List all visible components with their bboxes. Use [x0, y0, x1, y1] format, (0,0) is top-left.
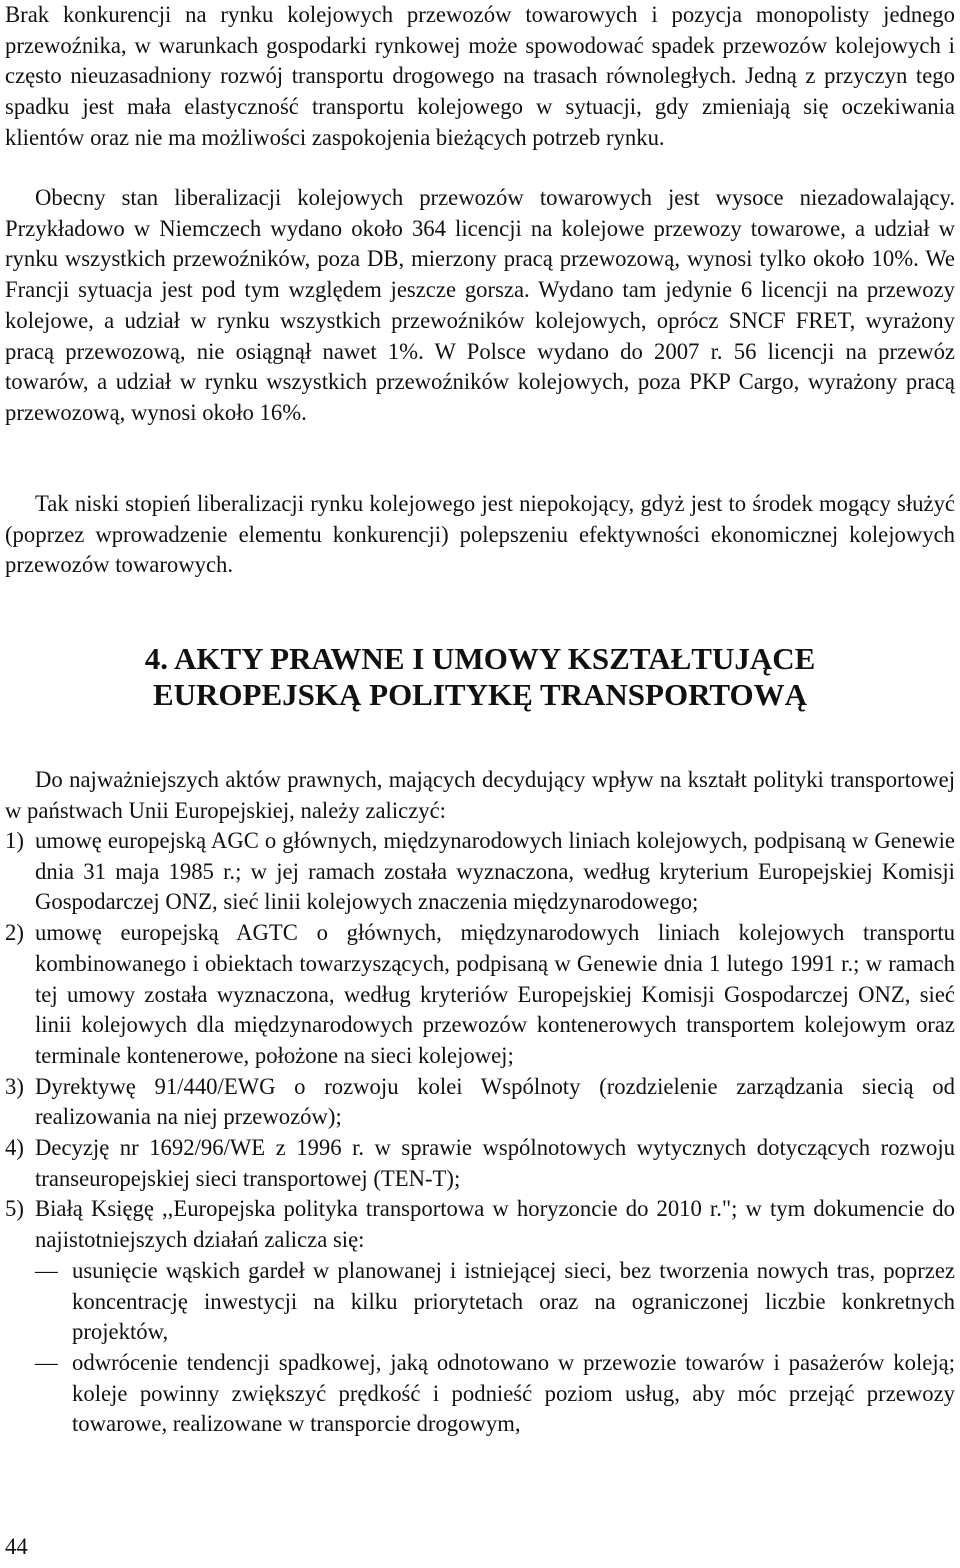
list-item — [5, 1194, 955, 1440]
legal-acts-list — [5, 826, 955, 1440]
dash-bullet: — — [35, 1257, 58, 1283]
dash-bullet: — — [35, 1349, 58, 1375]
list-item — [5, 1072, 955, 1133]
dash-list-item-text: usunięcie wąskich gardeł w planowanej i istniejącej sieci, bez tworzenia nowych tras, poprzez koncentrację inwestycji na kilku priorytetach oraz na ograniczonej liczbie konkretnych projektów, — [72, 1257, 955, 1345]
chapter-heading-line-1: 4. AKTY PRAWNE I UMOWY KSZTAŁTUJĄCE — [144, 641, 816, 676]
list-item-number: 4) — [5, 1135, 24, 1161]
list-item — [5, 1133, 955, 1194]
paragraph-conclusion: Tak niski stopień liberalizacji rynku kolejowego jest niepokojący, gdyż jest to środek mogący służyć (poprzez wprowadzenie elementu konkurencji) polepszeniu efektywności ekonomicznej kolejowych przewozów towarowych. — [5, 491, 955, 578]
page-number: 44 — [5, 1534, 28, 1559]
list-item-number: 5) — [5, 1196, 24, 1222]
priority-actions-list — [35, 1256, 955, 1440]
dash-list-item — [35, 1348, 955, 1440]
list-item — [5, 918, 955, 1072]
chapter-heading — [5, 641, 955, 713]
paragraph-intro: Do najważniejszych aktów prawnych, mających decydujący wpływ na kształt polityki transportowej w państwach Unii Europejskiej, należy zaliczyć: — [5, 767, 955, 823]
list-item-number: 1) — [5, 828, 24, 853]
list-item-text: Białą Księgę ,,Europejska polityka transportowa w horyzoncie do 2010 r."; w tym dokumencie do najistotniejszych działań zalicza się: — [35, 1196, 955, 1253]
list-item-text: Dyrektywę 91/440/EWG o rozwoju kolei Wspólnoty (rozdzielenie zarządzania siecią od realizowania na niej przewozów); — [35, 1073, 955, 1130]
dash-list-item — [35, 1256, 955, 1348]
paragraph-monopoly: Brak konkurencji na rynku kolejowych przewozów towarowych i pozycja monopolisty jednego przewoźnika, w warunkach gospodarki rynkowej może spowodować spadek przewozów kolejowych i często nieuzasadniony rozwój transportu drogowego na trasach równoległych. Jedną z przyczyn tego spadku jest mała elastyczność transportu kolejowego w sytuacji, gdy zmieniają się oczekiwania klientów oraz nie ma możliwości zaspokojenia bieżących potrzeb rynku. — [5, 2, 955, 150]
list-item-text: umowę europejską AGC o głównych, międzynarodowych liniach kolejowych, podpisaną w Genewie dnia 31 maja 1985 r.; w jej ramach została wyznaczona, według kryterium Europejskiej Komisji Gospodarczej ONZ, sieć linii kolejowych znaczenia międzynarodowego; — [35, 828, 955, 915]
dash-list-item-text: odwrócenie tendencji spadkowej, jaką odnotowano w przewozie towarów i pasażerów koleją; koleje powinny zwiększyć prędkość i podnieść poziom usług, aby móc przejąć przewozy towarowe, realizowane w transporcie drogowym, — [72, 1349, 955, 1437]
list-item-text: Decyzję nr 1692/96/WE z 1996 r. w sprawie wspólnotowych wytycznych dotyczących rozwoju transeuropejskiej sieci transportowej (TEN-T); — [35, 1135, 955, 1191]
list-item-text: umowę europejską AGTC o głównych, międzynarodowych liniach kolejowych transportu kombinowanego i obiektach towarzyszących, podpisaną w Genewie dnia 1 lutego 1991 r.; w ramach tej umowy została wyznaczona, według kryteriów Europejskiej Komisji Gospodarczej ONZ, sieć linii kolejowych dla międzynarodowych przewozów kontenerowych transportem kolejowym oraz terminale kontenerowe, położone na sieci kolejowej; — [35, 920, 955, 1068]
list-item — [5, 826, 955, 918]
paragraph-liberalization: Obecny stan liberalizacji kolejowych przewozów towarowych jest wysoce niezadowalający. Przykładowo w Niemczech wydano około 364 licencji na kolejowe przewozy towarowe, a udział w rynku wszystkich przewoźników, poza DB, mierzony pracą przewozową, wynosi tylko około 10%. We Francji sytuacja jest pod tym względem jeszcze gorsza. Wydano tam jedynie 6 licencji na przewozy kolejowe, a udział w rynku wszystkich przewoźników kolejowych, oprócz SNCF FRET, wyrażony pracą przewozową, nie osiągnął nawet 1%. W Polsce wydano do 2007 r. 56 licencji na przewóz towarów, a udział w rynku wszystkich przewoźników kolejowych, poza PKP Cargo, wyrażony pracą przewozową, wynosi około 16%. — [5, 185, 955, 425]
list-item-number: 3) — [5, 1073, 24, 1099]
chapter-heading-line-2: EUROPEJSKĄ POLITYKĘ TRANSPORTOWĄ — [152, 677, 808, 712]
document-page — [5, 0, 955, 1568]
list-item-number: 2) — [5, 920, 24, 946]
